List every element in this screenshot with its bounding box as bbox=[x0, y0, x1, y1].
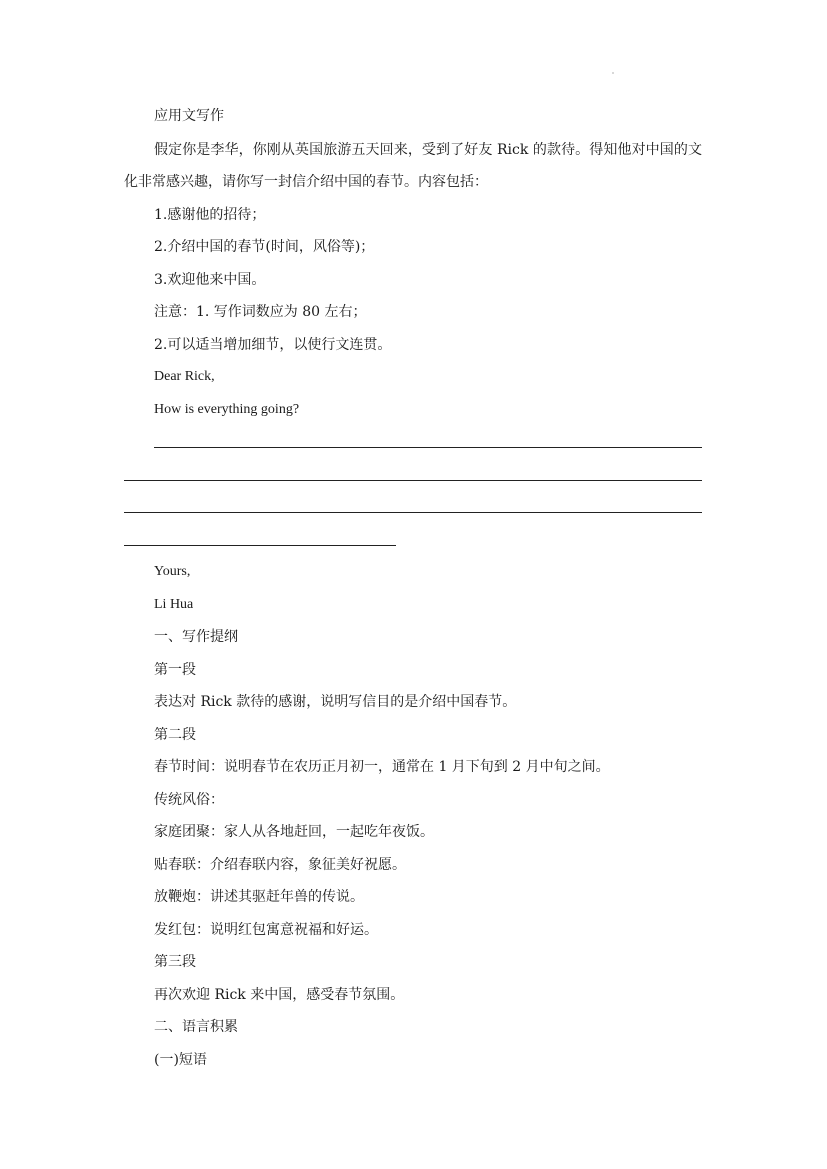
writing-line-2 bbox=[124, 480, 702, 481]
note-1: 注意：1. 写作词数应为 80 左右； bbox=[154, 304, 367, 320]
language-heading: 二、语言积累 bbox=[154, 1019, 238, 1035]
requirement-1: 1.感谢他的招待； bbox=[154, 207, 266, 223]
requirement-2: 2.介绍中国的春节(时间，风俗等)； bbox=[154, 239, 375, 255]
prompt-line-1: 假定你是李华，你刚从英国旅游五天回来，受到了好友 Rick 的款待。得知他对中国的文 bbox=[154, 142, 702, 158]
paragraph-1-text: 表达对 Rick 款待的感谢，说明写信目的是介绍中国春节。 bbox=[154, 694, 517, 710]
customs-label: 传统风俗： bbox=[154, 792, 224, 808]
note-2: 2.可以适当增加细节，以使行文连贯。 bbox=[154, 337, 392, 353]
writing-line-3 bbox=[124, 512, 702, 513]
custom-item: 贴春联：介绍春联内容，象征美好祝愿。 bbox=[154, 857, 406, 873]
outline-heading: 一、写作提纲 bbox=[154, 629, 238, 645]
writing-line-1 bbox=[154, 447, 702, 448]
letter-closing: Yours, bbox=[154, 564, 191, 579]
scan-speck bbox=[612, 72, 614, 74]
paragraph-2-label: 第二段 bbox=[154, 727, 196, 743]
custom-item: 家庭团聚：家人从各地赶回，一起吃年夜饭。 bbox=[154, 824, 434, 840]
custom-item: 放鞭炮：讲述其驱赶年兽的传说。 bbox=[154, 889, 364, 905]
paragraph-1-label: 第一段 bbox=[154, 662, 196, 678]
paragraph-3-text: 再次欢迎 Rick 来中国，感受春节氛围。 bbox=[154, 987, 405, 1003]
prompt-line-2: 化非常感兴趣，请你写一封信介绍中国的春节。内容包括： bbox=[124, 174, 488, 190]
letter-opening: How is everything going? bbox=[154, 402, 300, 417]
letter-greeting: Dear Rick, bbox=[154, 369, 215, 384]
writing-line-4 bbox=[124, 545, 396, 546]
custom-item: 发红包：说明红包寓意祝福和好运。 bbox=[154, 922, 378, 938]
letter-signature: Li Hua bbox=[154, 597, 194, 612]
paragraph-3-label: 第三段 bbox=[154, 954, 196, 970]
requirement-3: 3.欢迎他来中国。 bbox=[154, 272, 266, 288]
phrases-subheading: (一)短语 bbox=[154, 1052, 207, 1068]
paragraph-2-time: 春节时间：说明春节在农历正月初一，通常在 1 月下旬到 2 月中旬之间。 bbox=[154, 759, 610, 775]
section-title: 应用文写作 bbox=[154, 108, 224, 124]
